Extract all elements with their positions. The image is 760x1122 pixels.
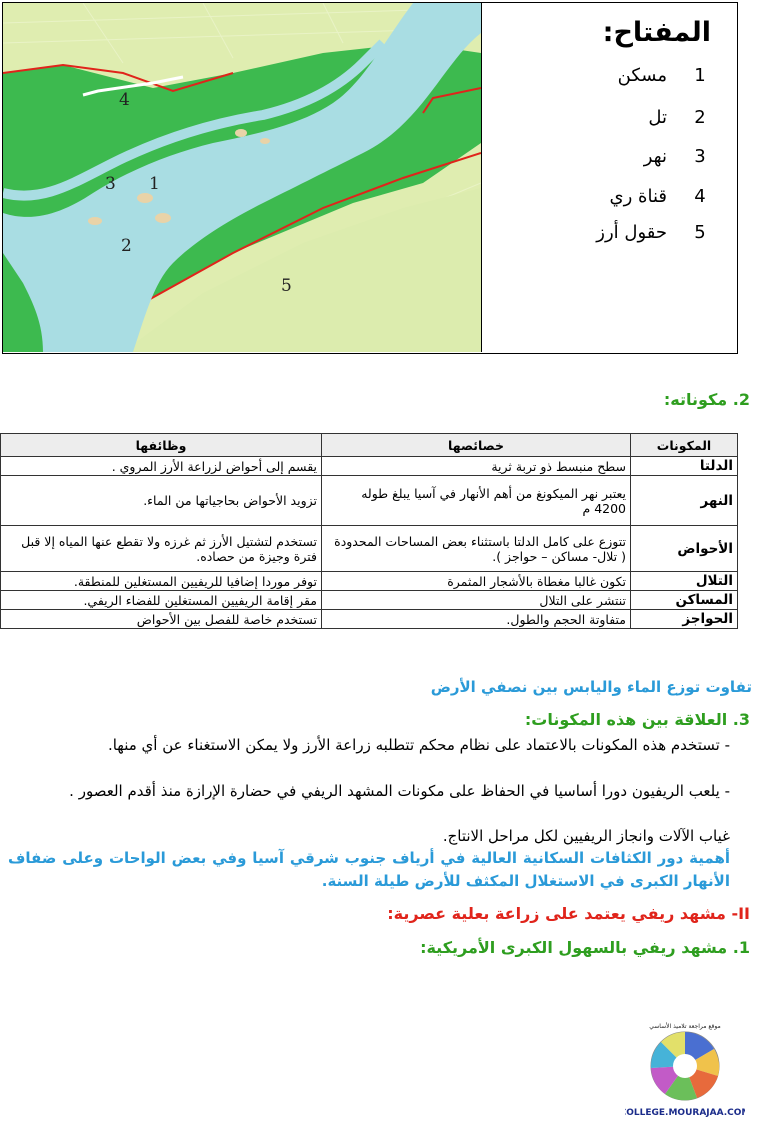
map-label-3: 3 <box>105 174 116 194</box>
table-row <box>1 591 738 610</box>
section-2-heading: 2. مكوناته: <box>663 390 750 409</box>
table-cell-name: الدلتا <box>631 457 738 476</box>
map-label-5: 5 <box>281 276 292 296</box>
legend-item <box>596 222 707 243</box>
table-row <box>1 572 738 591</box>
mound <box>260 138 270 144</box>
table-header-properties: خصائصها <box>322 434 631 457</box>
table-cell-prop: تكون غالبا مغطاة بالأشجار المثمرة <box>322 572 631 591</box>
mound <box>137 193 153 203</box>
delta-map <box>3 3 482 352</box>
table-cell-prop: يعتبر نهر الميكونغ من أهم الأنهار في آسيا يبلغ طوله 4200 م <box>322 476 631 526</box>
table-row <box>1 476 738 526</box>
table-row <box>1 526 738 572</box>
map-label-4: 4 <box>119 90 130 110</box>
mound <box>155 213 171 223</box>
section-3-line-1: - تستخدم هذه المكونات بالاعتماد على نظام محكم تتطلبه زراعة الأرز ولا يمكن الاستغناء عن أي منها. <box>107 736 730 754</box>
table-cell-prop: سطح منبسط ذو تربة ثرية <box>322 457 631 476</box>
table-cell-prop: تتوزع على كامل الدلتا باستثناء بعض المساحات المحدودة ( تلال- مساكن – حواجز ). <box>322 526 631 572</box>
legend-item-label: تل <box>648 107 667 128</box>
table-cell-func: تزويد الأحواض بحاجياتها من الماء. <box>1 476 322 526</box>
table-cell-func: توفر موردا إضافيا للريفيين المستغلين للمنطقة. <box>1 572 322 591</box>
logo-graphic <box>625 1020 745 1118</box>
legend-item <box>610 186 707 207</box>
table-cell-name: الأحواض <box>631 526 738 572</box>
logo-site-url: COLLEGE.MOURAJAA.COM <box>625 1108 745 1118</box>
section-3-line-3: غياب الآلات وانجاز الريفيين لكل مراحل الانتاج. <box>442 827 730 845</box>
map-label-2: 2 <box>121 236 132 256</box>
legend-item-number: 5 <box>694 222 706 243</box>
table-row <box>1 610 738 629</box>
map-figure <box>2 2 738 354</box>
water-land-note: تفاوت توزع الماء واليابس بين نصفي الأرض <box>430 678 752 696</box>
map-illustration <box>3 3 481 352</box>
section-3-line-2: - يلعب الريفيون دورا أساسيا في الحفاظ على مكونات المشهد الريفي في حضارة الإرازة منذ أقدم العصور . <box>69 782 730 800</box>
table-cell-name: الحواجز <box>631 610 738 629</box>
map-label-1: 1 <box>149 174 160 194</box>
section-II-heading: II- مشهد ريفي يعتمد على زراعة بعلية عصرية: <box>387 904 750 923</box>
table-cell-name: التلال <box>631 572 738 591</box>
legend-item-label: مسكن <box>617 65 667 86</box>
legend-title: المفتاح: <box>602 17 711 48</box>
section-II-1-heading: 1. مشهد ريفي بالسهول الكبرى الأمريكية: <box>420 938 750 957</box>
table-cell-func: تستخدم لتشتيل الأرز ثم غرزه ولا تقطع عنها المياه إلا قبل فترة وجيزة من حصاده. <box>1 526 322 572</box>
table-cell-prop: متفاوتة الحجم والطول. <box>322 610 631 629</box>
logo-arc-text: موقع مراجعة تلاميذ الأساسي <box>649 1023 721 1030</box>
legend-item <box>618 65 707 86</box>
legend-item-number: 2 <box>694 107 706 128</box>
components-table <box>0 433 738 629</box>
legend-item <box>648 107 707 128</box>
importance-note: أهمية دور الكثافات السكانية العالية في أرياف جنوب شرقي آسيا وفي بعض الواحات وعلى ضفاف الأنهار الكبرى في الاستغلال المكثف للأرض طيلة السنة. <box>8 849 730 890</box>
legend-item-label: قناة ري <box>609 186 667 207</box>
table-cell-prop: تنتشر على التلال <box>322 591 631 610</box>
table-cell-func: مقر إقامة الريفيين المستغلين للفضاء الريفي. <box>1 591 322 610</box>
legend-item-number: 4 <box>694 186 706 207</box>
table-cell-name: النهر <box>631 476 738 526</box>
legend-item <box>644 146 707 167</box>
site-logo <box>625 1020 745 1118</box>
table-cell-func: تستخدم خاصة للفصل بين الأحواض <box>1 610 322 629</box>
table-cell-func: يقسم إلى أحواض لزراعة الأرز المروي . <box>1 457 322 476</box>
legend-item-label: حقول أرز <box>596 222 667 243</box>
table-row <box>1 457 738 476</box>
mound <box>88 217 102 225</box>
table-header-functions: وظائفها <box>1 434 322 457</box>
table-header-components: المكونات <box>631 434 738 457</box>
table-cell-name: المساكن <box>631 591 738 610</box>
table-header-row <box>1 434 738 457</box>
legend-item-number: 1 <box>694 65 706 86</box>
legend-item-number: 3 <box>694 146 706 167</box>
map-legend <box>482 3 737 352</box>
legend-item-label: نهر <box>643 146 667 167</box>
mound <box>235 129 247 137</box>
section-3-heading: 3. العلاقة بين هذه المكونات: <box>524 710 750 729</box>
